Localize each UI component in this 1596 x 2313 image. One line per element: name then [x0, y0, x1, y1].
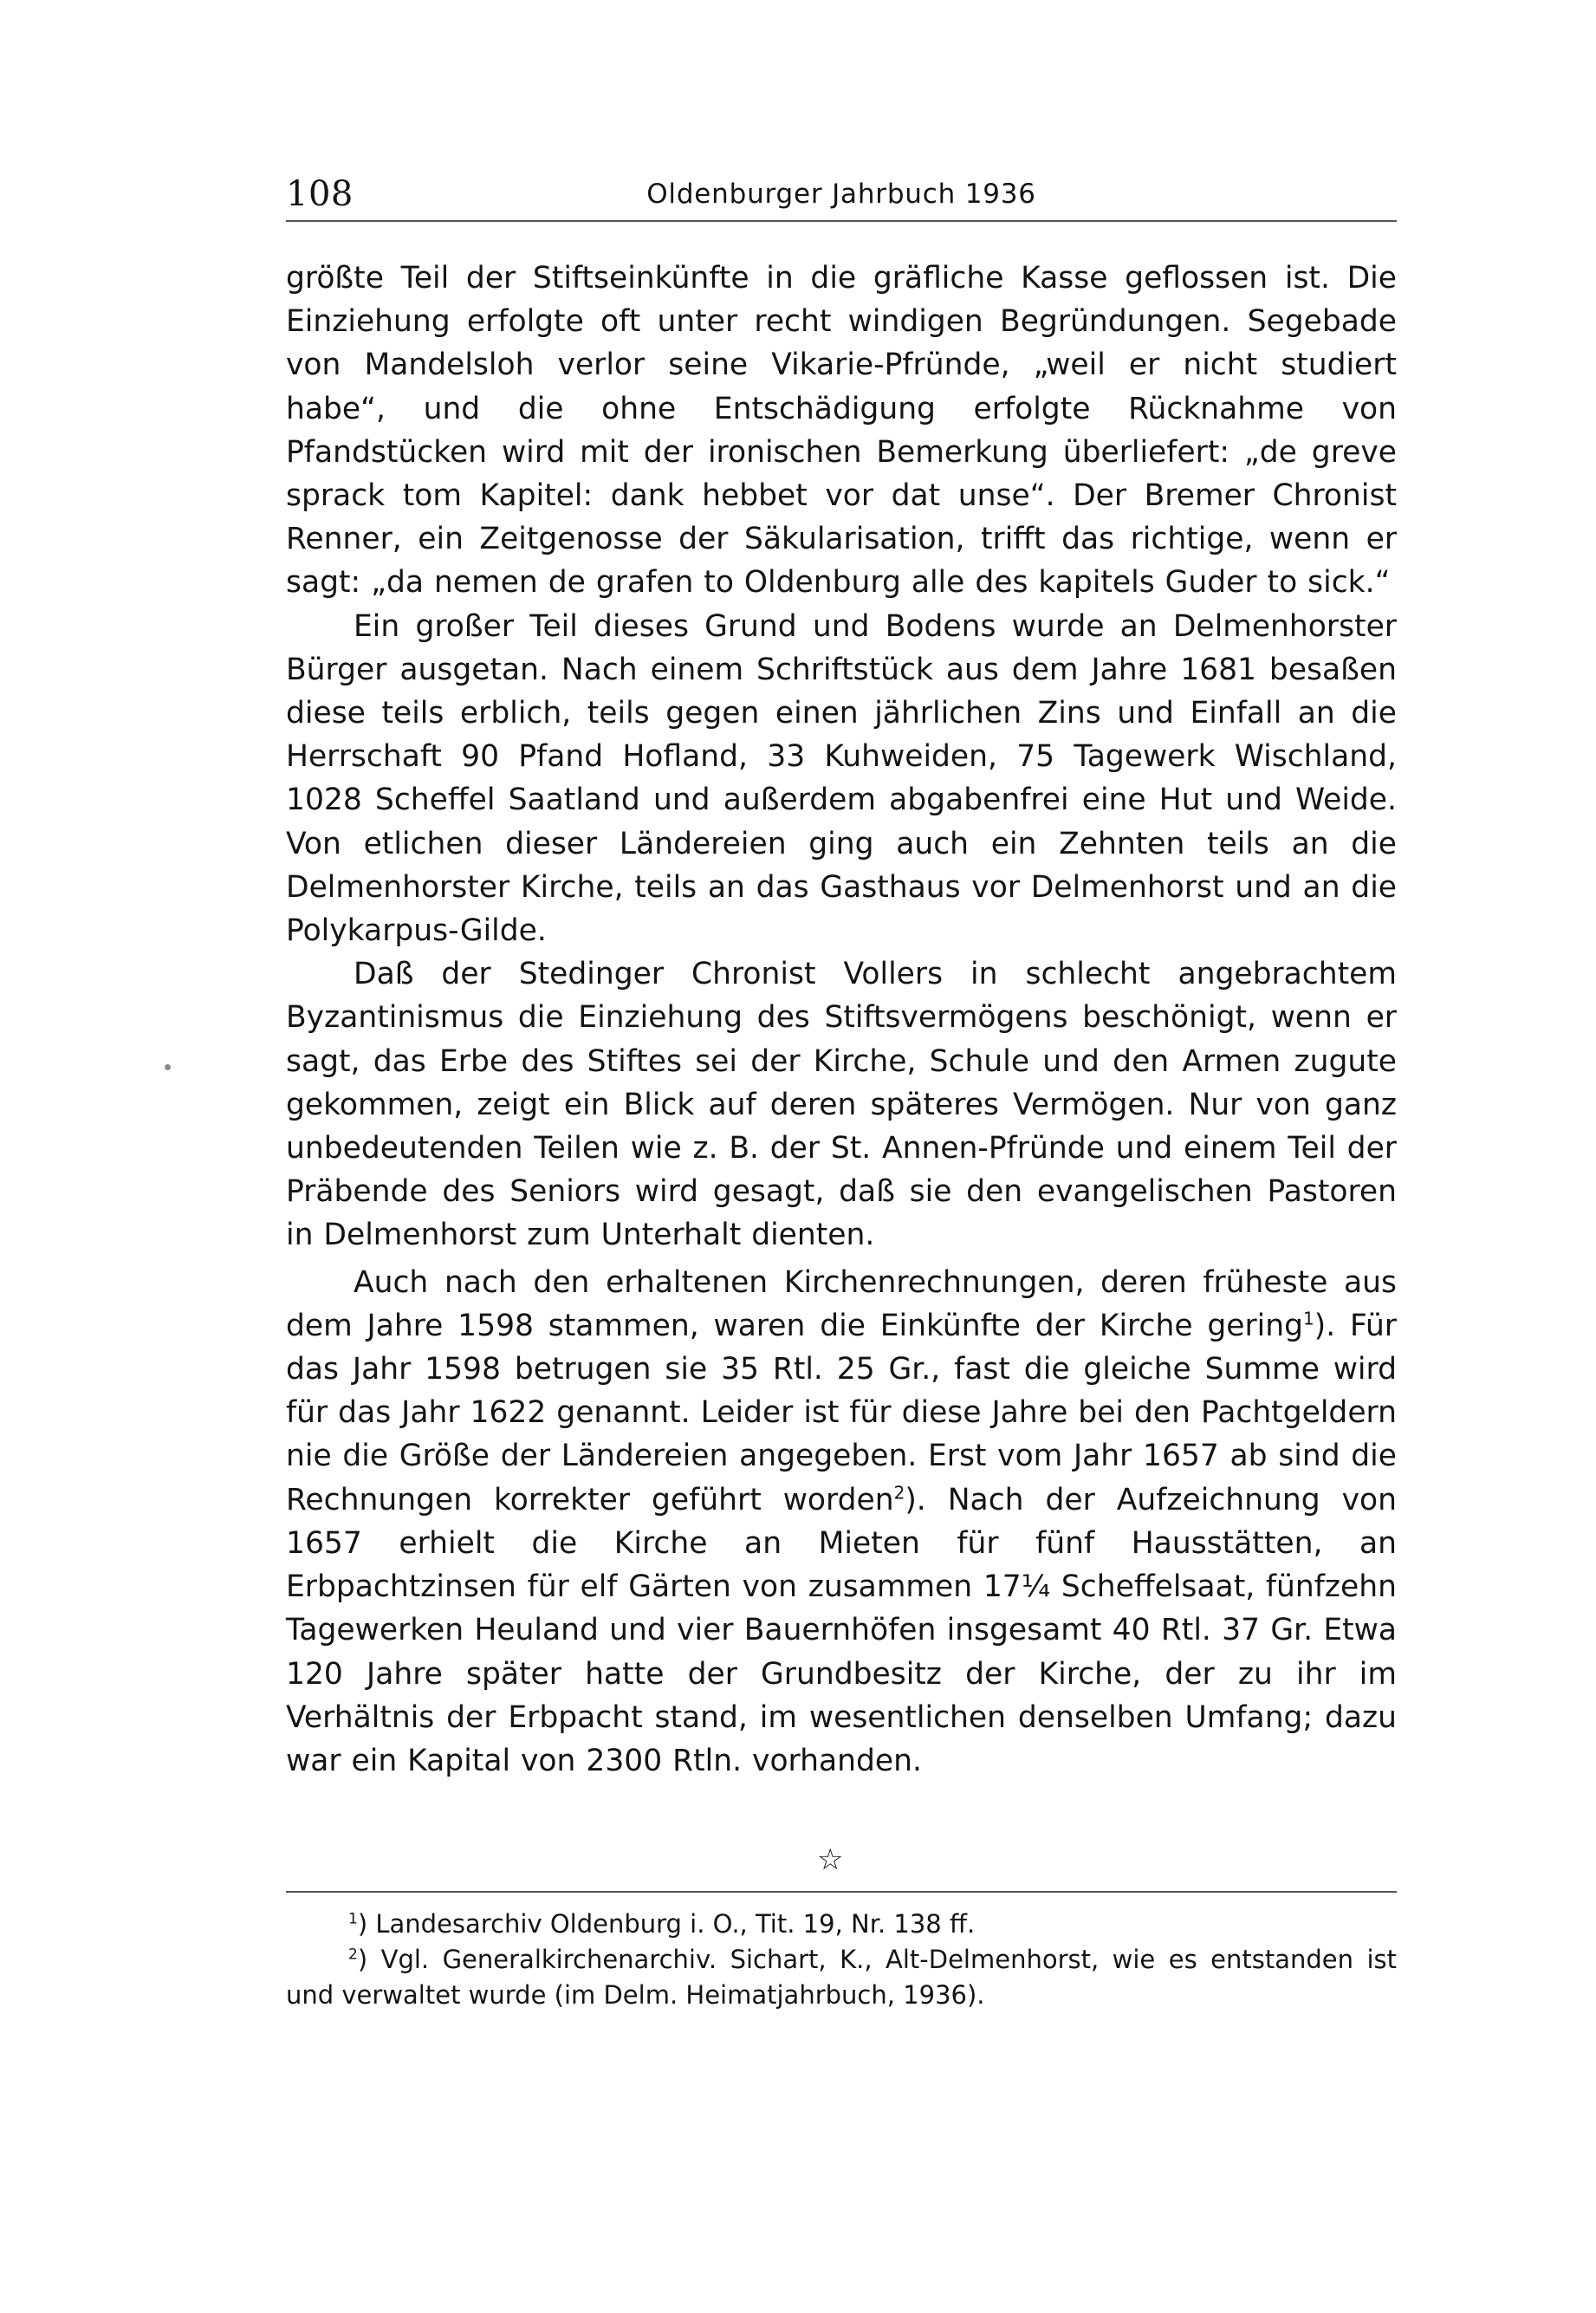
footnote-1	[286, 1907, 1397, 1942]
footnote-1-mark: 1	[348, 1910, 358, 1928]
section-star-icon: ☆	[817, 1842, 844, 1877]
paragraph-3: Daß der Stedinger Chronist Vollers in schlecht angebrachtem Byzantinismus die Einziehung des Stiftsvermögens beschönigt, wenn er sagt, das Erbe des Stiftes sei der Kirche, Schule und den Armen zugute gekommen, zeigt ein Blick auf deren späteres Vermögen. Nur von ganz unbedeutenden Teilen wie z. B. der St. Annen-Pfründe und einem Teil der Präbende des Seniors wird gesagt, daß sie den evangelischen Pastoren in Delmenhorst zum Unterhalt dienten.	[286, 957, 1397, 1253]
footnote-1-text: ) Landesarchiv Oldenburg i. O., Tit. 19, Nr. 138 ff.	[357, 1909, 976, 1939]
paragraph-4-part-3: ). Nach der Aufzeichnung von 1657 erhielt die Kirche an Mieten für fünf Hausstätten, an Erbpachtzinsen für elf Gärten von zusammen 17¼ Scheffelsaat, fünfzehn Tagewerken Heuland und vier Bauernhöfen insgesamt 40 Rtl. 37 Gr. Etwa 120 Jahre später hatte der Grundbesitz der Kirche, der zu ihr im Verhältnis der Erbpacht stand, im wesentlichen denselben Umfang; dazu war ein Kapital von 2300 Rtln. vorhanden.	[286, 1482, 1398, 1778]
header-rule	[286, 220, 1397, 222]
footnote-2	[286, 1942, 1397, 2013]
running-head: Oldenburger Jahrbuch 1936	[646, 179, 1036, 210]
footnotes	[286, 1907, 1397, 2013]
body-text	[286, 257, 1397, 1783]
footnote-2-mark: 2	[348, 1946, 358, 1964]
margin-mark	[165, 1064, 171, 1070]
paragraph-1: größte Teil der Stiftseinkünfte in die gräfliche Kasse geflossen ist. Die Einziehung erfolgte oft unter recht windigen Begründungen. Segebade von Mandelsloh verlor seine Vikarie-Pfründe, „weil er nicht studiert habe“, und die ohne Entschädigung erfolgte Rücknahme von Pfandstücken wird mit der ironischen Bemerkung überliefert: „de greve sprack tom Kapitel: dank hebbet vor dat unse“. Der Bremer Chronist Renner, ein Zeitgenosse der Säkularisation, trifft das richtige, wenn er sagt: „da nemen de grafen to Oldenburg alle des kapitels Guder to sick.“	[286, 261, 1397, 601]
footnote-2-text: ) Vgl. Generalkirchenarchiv. Sichart, K., Alt-Delmenhorst, wie es entstanden ist und verwaltet wurde (im Delm. Heimatjahrbuch, 1936).	[286, 1945, 1397, 2010]
paragraph-4-part-2: ). Für das Jahr 1598 betrugen sie 35 Rtl. 25 Gr., fast die gleiche Summe wird für das Jahr 1622 genannt. Leider ist für diese Jahre bei den Pachtgeldern nie die Größe der Ländereien angegeben. Erst vom Jahr 1657 ab sind die Rechnungen korrekter geführt worden	[286, 1308, 1397, 1517]
page-header	[286, 170, 1397, 218]
page-number: 108	[286, 174, 354, 214]
paragraph-2: Ein großer Teil dieses Grund und Bodens wurde an Delmenhorster Bürger ausgetan. Nach einem Schriftstück aus dem Jahre 1681 besaßen diese teils erblich, teils gegen einen jährlichen Zins und Einfall an die Herrschaft 90 Pfand Hofland, 33 Kuhweiden, 75 Tagewerk Wischland, 1028 Scheffel Saatland und außerdem abgabenfrei eine Hut und Weide. Von etlichen dieser Ländereien ging auch ein Zehnten teils an die Delmenhorster Kirche, teils an das Gasthaus vor Delmenhorst und an die Polykarpus-Gilde.	[286, 608, 1397, 949]
footnote-ref-1[interactable]: 1	[1303, 1308, 1314, 1329]
footnote-rule	[286, 1891, 1397, 1893]
book-page	[286, 170, 1398, 2010]
paragraph-4	[286, 1261, 1397, 1783]
footnote-ref-2[interactable]: 2	[893, 1482, 905, 1504]
paragraph-4-part-1: Auch nach den erhaltenen Kirchenrechnungen, deren früheste aus dem Jahre 1598 stammen, waren die Einkünfte der Kirche gering	[286, 1264, 1397, 1343]
